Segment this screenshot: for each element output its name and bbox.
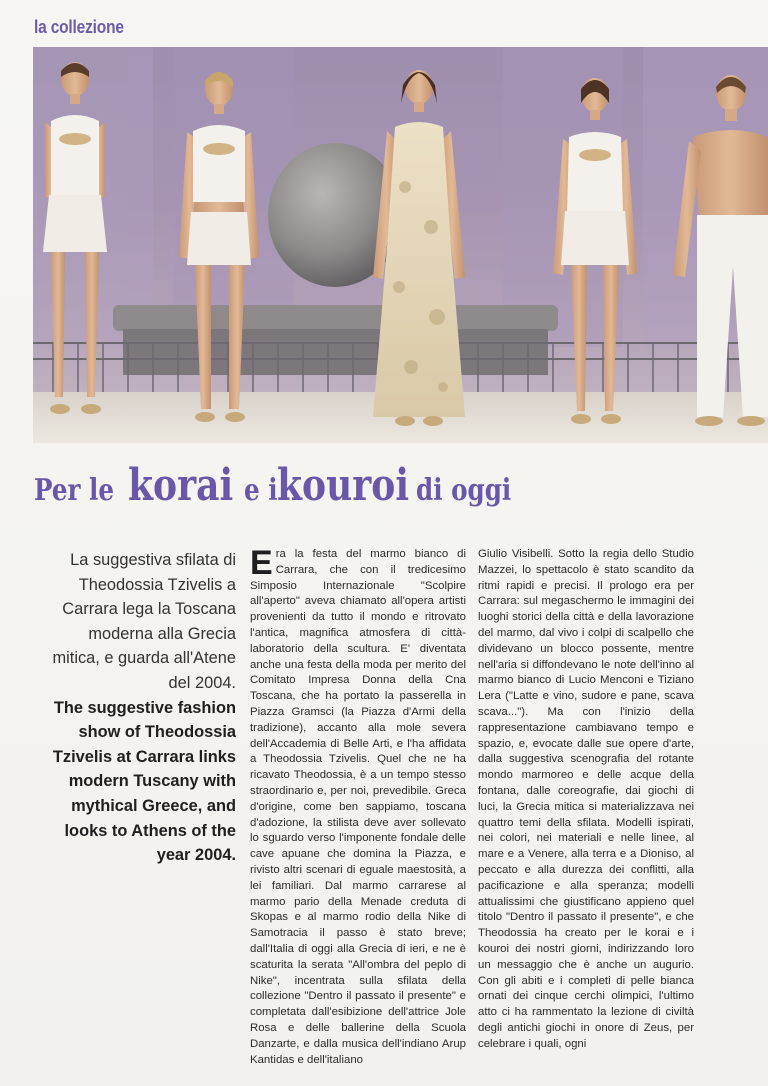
lead-italian: La suggestiva sfilata di Theodossia Tzivelis a Carrara lega la Toscana moderna alla Grecia mitica, e guarda all'Atene del 2004.	[52, 551, 236, 692]
lead-english: The suggestive fashion show of Theodossia Tzivelis at Carrara links modern Tuscany with mythical Greece, and looks to Athens of the year 2004.	[52, 698, 236, 865]
article-column-1	[250, 544, 466, 1068]
headline-korai: korai	[127, 460, 233, 511]
headline-part-3: e i	[243, 473, 278, 508]
column-2-text: Giulio Visibelli. Sotto la regia dello Studio Mazzei, lo spettacolo è stato scandito da ritmi rapidi e precisi. Il prologo era per Carrara: sul megaschermo le immagini dei luoghi storici della città e della lavorazione del marmo, dal vivo i colpi di scalpello che dividevano un blocco possente, mentre nell'aria si diffondevano le note dell'inno al marmo bianco di Lucio Menconi e Tiziano Lera ("Latte e vino, sudore e pane, scava scava..."). Ma con l'inizio della rappresentazione cambiavano tempo e spazio, e, evocate dalle sue opere d'arte, dalla suggestiva scenografia del rotante mondo marmoreo e delle acque della fontana, dalle coreografie, dai giochi di luci, la Grecia mitica si materializzava nei quattro temi della sfilata. Modelli ispirati, nei colori, nei materiali e nelle linee, al mare e a Venere, alla terra e a Dioniso, al peccato e alla durezza dei conflitti, alla pacificazione e alla speranza; modelli attualissimi che giustificano appieno quel titolo "Dentro il passato il presente", e che Theodossia ha creato per le korai e i kouroi dei nostri giorni, indirizzando loro un messaggio che è anche un augurio. Con gli abiti e i completi di pelle bianca ornati dei cinque cerchi olimpici, l'ultimo atto ci ha rammentato la lezione di civiltà degli antichi giochi in onore di Zeus, per celebrare i quali, ogni	[478, 548, 694, 1050]
article-column-2	[478, 547, 694, 1053]
lead-paragraph	[40, 548, 236, 868]
runway-illustration	[33, 47, 768, 443]
runway-photo	[33, 47, 768, 443]
headline-part-5: di oggi	[415, 473, 512, 508]
column-1-text: ra la festa del marmo bianco di Carrara, che con il tredicesimo Simposio Internazionale "Scolpire all'aperto" aveva chiamato all'opera artisti provenienti da tutto il mondo e ritrovato l'antica, magnifica atmosfera di città-laboratorio della scultura. E' diventata anche una festa della moda per merito del Comitato Impresa Donna della Cna Toscana, che ha portato la passerella in Piazza Gramsci (la Piazza d'Armi della tradizione), accanto alla mole severa dell'Accademia di Belle Arti, e l'ha affidata a Theodossia Tzivelis. Quel che ne ha ricavato Theodossia, è a un tempo stesso straordinario e, per noi, prevedibile. Greca d'origine, come ben sappiamo, toscana d'adozione, la stilista deve aver sollevato lo sguardo verso l'imponente fondale delle cave apuane che domina la Piazza, e rivisto altri scenari di eguale maestosità, a lei familiari. Dal marmo carrarese al marmo pario della Menade creduta di Skopas e al marmo rodio della Nike di Samotracia il passo è stato breve; dall'Italia di oggi alla Grecia di ieri, e ne è scaturita la serata "All'ombra del peplo di Nike", incentrata sulla sfilata della collezione "Dentro il passato il presente" e completata dall'esibizione dell'attrice Jole Rosa e delle ballerine della Scuola Danzarte, e dalla musica dell'indiano Arup Kantidas e dell'italiano	[250, 548, 466, 1066]
headline	[34, 460, 734, 520]
headline-kouroi: kouroi	[276, 460, 409, 511]
drop-cap: E	[250, 544, 273, 582]
section-label: la collezione	[34, 17, 124, 37]
headline-part-1: Per le	[34, 473, 115, 508]
